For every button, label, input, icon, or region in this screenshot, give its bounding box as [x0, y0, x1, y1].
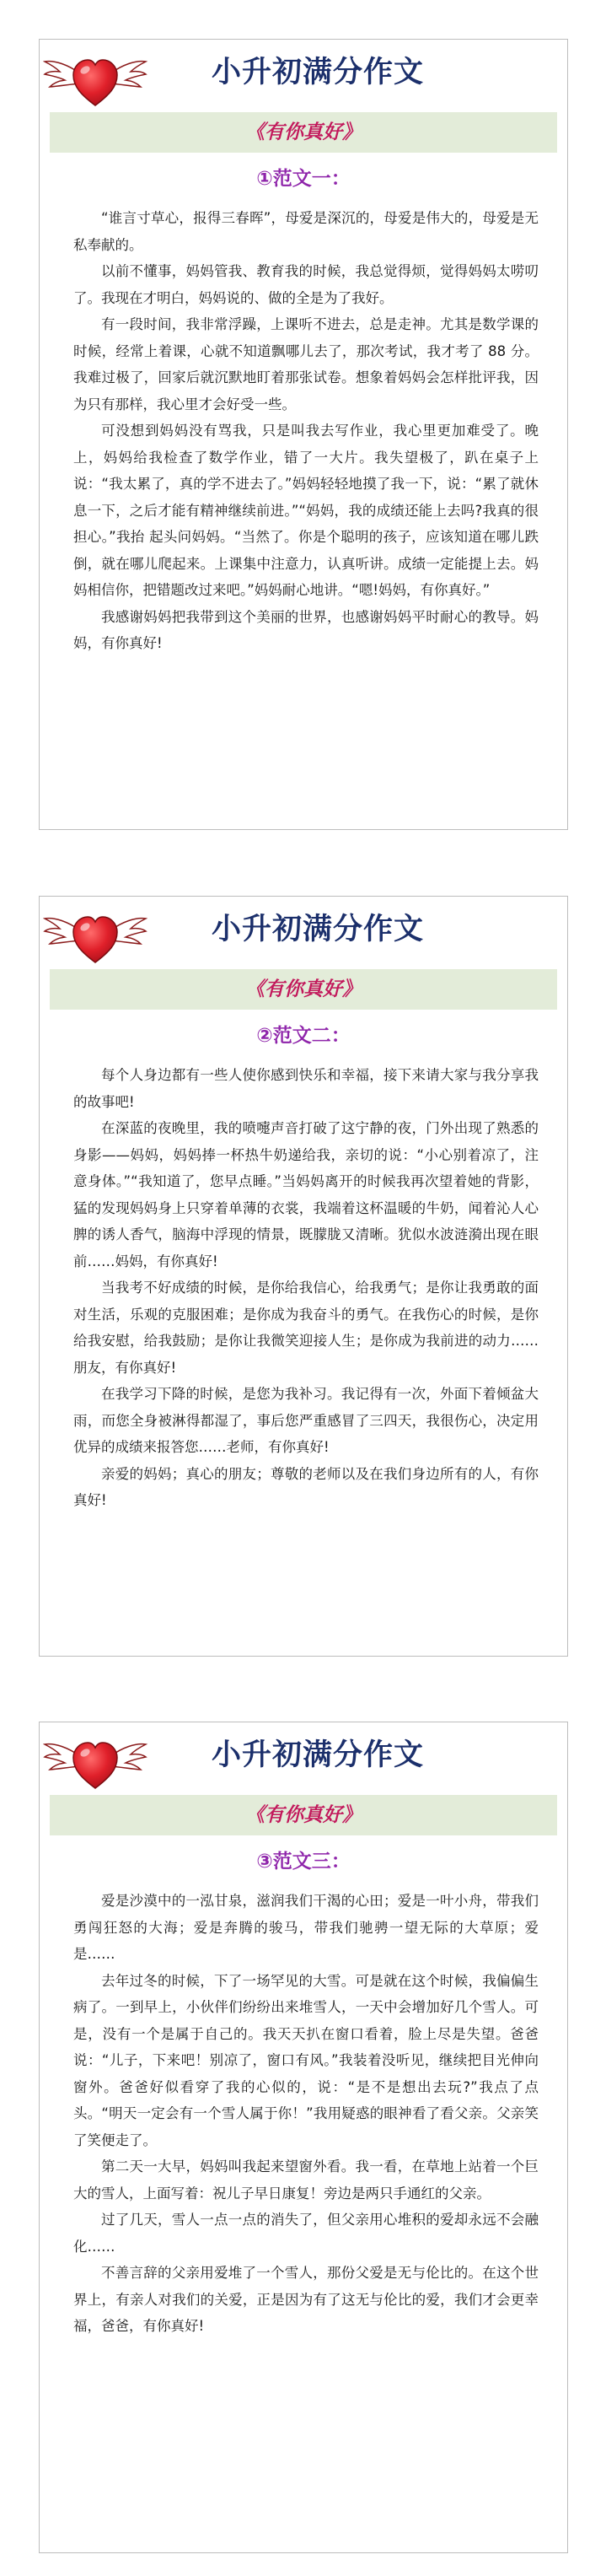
- paragraph: 爱是沙漠中的一泓甘泉，滋润我们干渴的心田；爱是一叶小舟，带我们勇闯狂怒的大海；爱是奔腾的骏马，带我们驰骋一望无际的大草原；爱是……: [73, 1893, 539, 1962]
- essay-header: [40, 897, 567, 969]
- essay-header: [40, 40, 567, 112]
- subtitle-band: [50, 969, 557, 1010]
- subtitle-band: [50, 1795, 557, 1835]
- paragraph: 不善言辞的父亲用爱堆了一个雪人，那份父爱是无与伦比的。在这个世界上，有亲人对我们的关爱，正是因为有了这无与伦比的爱，我们才会更幸福，爸爸，有你真好!: [73, 2265, 539, 2334]
- essay-body: [73, 1062, 539, 1514]
- paragraph: 第二天一大早，妈妈叫我起来望窗外看。我一看，在草地上站着一个巨大的雪人，上面写着：祝儿子早日康复！旁边是两只手通红的父亲。: [73, 2158, 539, 2201]
- essay-body: [73, 1888, 539, 2340]
- winged-heart-icon: [43, 41, 147, 110]
- document-title: 小升初满分作文: [211, 1738, 424, 1772]
- essay-subtitle: 《有你真好》: [245, 1804, 362, 1826]
- document-title: 小升初满分作文: [211, 913, 424, 946]
- paragraph: 我感谢妈妈把我带到这个美丽的世界，也感谢妈妈平时耐心的教导。妈妈，有你真好!: [73, 608, 539, 651]
- paragraph: 去年过冬的时候，下了一场罕见的大雪。可是就在这个时候，我偏偏生病了。一到早上，小伙伴们纷纷出来堆雪人，一天中会增加好几个雪人。可是，没有一个是属于自己的。我天天扒在窗口看着，脸上尽是失望。爸爸说：“儿子，下来吧！别凉了，窗口有风。”我装着没听见，继续把目光伸向窗外。爸爸好似看穿了我的心似的，说：“是不是想出去玩?”我点了点头。“明天一定会有一个雪人属于你！”我用疑惑的眼神看了看父亲。父亲笑了笑便走了。: [73, 1972, 539, 2148]
- paragraph: “谁言寸草心，报得三春晖”，母爱是深沉的，母爱是伟大的，母爱是无私奉献的。: [73, 210, 539, 253]
- essay-label: ②范文二：: [256, 1025, 351, 1047]
- paragraph: 以前不懂事，妈妈管我、教育我的时候，我总觉得烦，觉得妈妈太唠叨了。我现在才明白，妈妈说的、做的全是为了我好。: [73, 263, 539, 306]
- paragraph: 过了几天，雪人一点一点的消失了，但父亲用心堆积的爱却永远不会融化……: [73, 2212, 539, 2255]
- essay-card-2: [39, 896, 568, 1657]
- essay-label: ③范文三：: [256, 1851, 351, 1873]
- subtitle-band: [50, 112, 557, 153]
- paragraph: 在我学习下降的时候，是您为我补习。我记得有一次，外面下着倾盆大雨，而您全身被淋得都湿了，事后您严重感冒了三四天，我很伤心，决定用优异的成绩来报答您……老师，有你真好!: [73, 1386, 539, 1455]
- paragraph: 当我考不好成绩的时候，是你给我信心，给我勇气；是你让我勇敢的面对生活，乐观的克服困难；是你成为我奋斗的勇气。在我伤心的时候，是你给我安慰，给我鼓励；是你让我微笑迎接人生；是你成为我前进的动力……朋友，有你真好!: [73, 1280, 539, 1376]
- essay-card-3: [39, 1722, 568, 2553]
- paragraph: 可没想到妈妈没有骂我，只是叫我去写作业，我心里更加难受了。晚上，妈妈给我检查了数学作业，错了一大片。我失望极了，趴在桌子上说：“我太累了，真的学不进去了。”妈妈轻轻地摸了我一下，说：“累了就休息一下，之后才能有精神继续前进。”“妈妈，我的成绩还能上去吗?我真的很担心。”我抬 起头问妈妈。“当然了。你是个聪明的孩子，应该知道在哪儿跌倒，就在哪儿爬起来。上课集中注意力，认真听讲。成绩一定能提上去。妈妈相信你，把错题改过来吧。”妈妈耐心地讲。“嗯!妈妈，有你真好。”: [73, 423, 539, 598]
- essay-label: ①范文一：: [256, 168, 351, 190]
- essay-card-1: [39, 39, 568, 830]
- winged-heart-icon: [43, 1724, 147, 1793]
- paragraph: 亲爱的妈妈；真心的朋友；尊敬的老师以及在我们身边所有的人，有你真好!: [73, 1465, 539, 1508]
- essay-subtitle: 《有你真好》: [245, 121, 362, 143]
- paragraph: 有一段时间，我非常浮躁，上课听不进去，总是走神。尤其是数学课的时候，经常上着课，心就不知道飘哪儿去了，那次考试，我才考了 88 分。我难过极了，回家后就沉默地盯着那张试卷。想象着妈妈会怎样批评我，因为只有那样，我心里才会好受一些。: [73, 316, 539, 412]
- essay-body: [73, 205, 539, 657]
- document-title: 小升初满分作文: [211, 56, 424, 89]
- essay-header: [40, 1722, 567, 1795]
- winged-heart-icon: [43, 898, 147, 967]
- essay-subtitle: 《有你真好》: [245, 978, 362, 1000]
- paragraph: 每个人身边都有一些人使你感到快乐和幸福，接下来请大家与我分享我的故事吧!: [73, 1067, 539, 1110]
- paragraph: 在深蓝的夜晚里，我的喷嚏声音打破了这宁静的夜，门外出现了熟悉的身影——妈妈，妈妈捧一杯热牛奶递给我，亲切的说：“小心别着凉了，注意身体。”“我知道了，您早点睡。”当妈妈离开的时候我再次望着她的背影，猛的发现妈妈身上只穿着单薄的衣裳，我端着这杯温暖的牛奶，闻着沁人心脾的诱人香气，脑海中浮现的情景，既朦胧又清晰。犹似水波涟漪出现在眼前……妈妈，有你真好!: [73, 1120, 539, 1269]
